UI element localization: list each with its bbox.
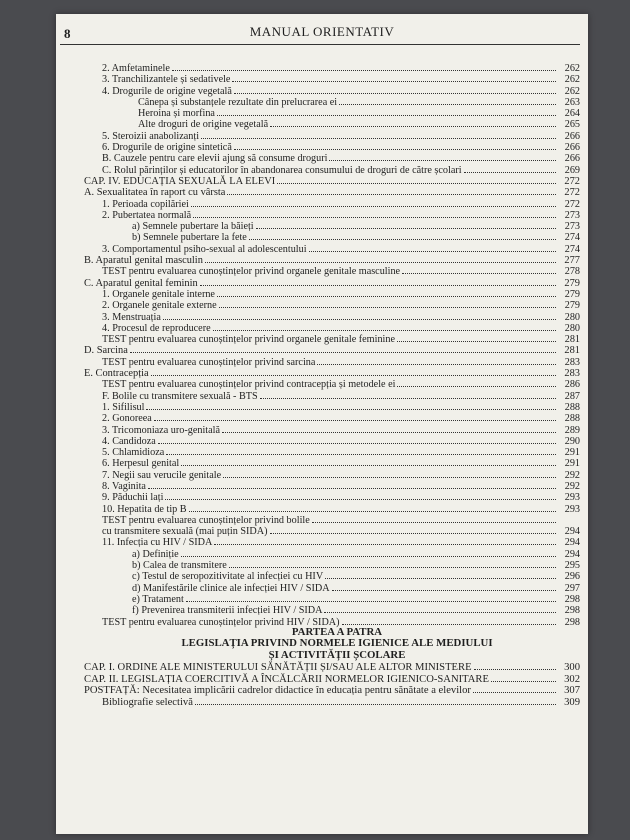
toc-entry <box>84 390 580 401</box>
toc-entry-page: 297 <box>564 582 580 594</box>
dot-leader <box>227 186 556 195</box>
toc-entry-title: POSTFAȚĂ: Necesitatea implicării cadrelor didactice în educația pentru sănătate a elevilor <box>84 685 471 697</box>
toc-entry <box>84 118 580 129</box>
toc-entry-title: 3. Tranchilizantele și sedativele <box>102 74 231 86</box>
toc-entry-title: b) Calea de transmitere <box>132 560 227 572</box>
toc-entry-page: 283 <box>564 356 580 368</box>
toc-entry-title: 2. Gonoreea <box>102 413 152 425</box>
toc-entry <box>84 96 580 107</box>
toc-entry-page: 266 <box>564 142 580 154</box>
toc-entry <box>84 570 580 581</box>
toc-entry <box>84 503 580 514</box>
toc-entry-page: 266 <box>564 130 580 142</box>
dot-leader <box>402 265 556 274</box>
toc-entry <box>84 469 580 480</box>
dot-leader <box>223 469 556 478</box>
dot-leader <box>191 198 556 207</box>
toc-entry-title: a) Definiție <box>132 548 179 560</box>
dot-leader <box>222 424 556 433</box>
toc-entry <box>84 457 580 468</box>
dot-leader <box>324 604 556 613</box>
toc-entry-title: F. Bolile cu transmitere sexuală - BTS <box>102 390 258 402</box>
toc-entry-page: 307 <box>564 685 580 697</box>
dot-leader <box>256 220 556 229</box>
dot-leader <box>151 367 556 376</box>
toc-entry-title: CAP. I. ORDINE ALE MINISTERULUI SĂNĂTĂȚII ȘI/SAU ALE ALTOR MINISTERE <box>84 662 472 674</box>
toc-entry-page: 286 <box>564 379 580 391</box>
toc-entry-page: 262 <box>564 85 580 97</box>
toc-entry-title: 7. Negii sau verucile genitale <box>102 469 222 481</box>
dot-leader <box>232 73 556 82</box>
toc-entry-page: 281 <box>564 334 580 346</box>
toc-entry-page: 309 <box>564 696 580 708</box>
toc-entry <box>84 277 580 288</box>
toc-entry-page: 279 <box>564 277 580 289</box>
toc-entry <box>84 85 580 96</box>
toc-entry-page: 262 <box>564 74 580 86</box>
toc-entry-title: f) Prevenirea transmiterii infecției HIV / SIDA <box>132 605 323 617</box>
toc-entry <box>84 152 580 163</box>
toc-entry-page: 272 <box>564 187 580 199</box>
toc-entry-title: A. Sexualitatea în raport cu vârsta <box>84 187 226 199</box>
dot-leader <box>186 593 556 602</box>
toc-entry <box>84 582 580 593</box>
toc-entry-page: 264 <box>564 108 580 120</box>
toc-entry-title: TEST pentru evaluarea cunoștințelor privind sarcina <box>102 356 316 368</box>
toc-entry <box>84 356 580 367</box>
toc-entry <box>84 424 580 435</box>
toc-entry-page: 269 <box>564 164 580 176</box>
dot-leader <box>229 559 556 568</box>
toc-entry <box>84 130 580 141</box>
toc-entry-title: TEST pentru evaluarea cunoștințelor privind organele genitale feminine <box>102 334 395 346</box>
toc-entry-page: 290 <box>564 435 580 447</box>
toc-entry-page: 278 <box>564 266 580 278</box>
part-subtitle-line-2: ȘI ACTIVITĂȚII ȘCOLARE <box>268 648 406 661</box>
toc-entry-page: 272 <box>564 175 580 187</box>
toc-entry <box>84 164 580 175</box>
header-rule <box>60 44 580 45</box>
toc-entry-title: 9. Păduchii lați <box>102 492 164 504</box>
toc-entry-page: 294 <box>564 537 580 549</box>
dot-leader <box>277 175 556 184</box>
dot-leader <box>491 673 556 682</box>
dot-leader <box>325 570 556 579</box>
toc-entry-title: C. Aparatul genital feminin <box>84 277 198 289</box>
toc-entry <box>84 333 580 344</box>
toc-entry <box>84 661 580 673</box>
part-heading <box>94 627 580 661</box>
dot-leader <box>219 299 556 308</box>
toc-entry-page: 298 <box>564 593 580 605</box>
toc-entry-page: 291 <box>564 447 580 459</box>
toc-entry <box>84 446 580 457</box>
toc-entry-title: 5. Steroizii anabolizanți <box>102 130 200 142</box>
toc-entry-title: D. Sarcina <box>84 345 128 357</box>
toc-entry-page: 302 <box>564 673 580 685</box>
dot-leader <box>181 457 556 466</box>
toc-entry-page: 289 <box>564 424 580 436</box>
toc-entry-page: 263 <box>564 96 580 108</box>
toc-entry-title: 1. Perioada copilăriei <box>102 198 189 210</box>
toc-entry <box>84 198 580 209</box>
toc-entry-title: B. Cauzele pentru care elevii ajung să consume droguri <box>102 153 328 165</box>
dot-leader <box>234 85 556 94</box>
toc-entry <box>84 559 580 570</box>
book-page <box>56 14 588 834</box>
dot-leader <box>154 412 556 421</box>
toc-entry <box>84 62 580 73</box>
toc-entry-title: E. Contracepția <box>84 368 149 380</box>
dot-leader <box>217 107 556 116</box>
toc-entry-page: 273 <box>564 221 580 233</box>
toc-entry <box>84 673 580 685</box>
toc-entry-page: 280 <box>564 311 580 323</box>
toc-entry-title: TEST pentru evaluarea cunoștințelor privind bolile <box>102 514 310 526</box>
toc-entry-title: B. Aparatul genital masculin <box>84 255 203 267</box>
toc-entry-title: 3. Tricomoniaza uro-genitală <box>102 424 220 436</box>
toc-entry-title: 4. Candidoza <box>102 435 156 447</box>
toc-entry-title: TEST pentru evaluarea cunoștințelor privind HIV / SIDA) <box>102 616 340 628</box>
toc-entry-page: 291 <box>564 458 580 470</box>
toc-entry <box>84 593 580 604</box>
page-number: 8 <box>64 26 71 41</box>
toc-entry-page: 295 <box>564 560 580 572</box>
toc-entry <box>84 491 580 502</box>
toc-entry-title: 2. Organele genitale externe <box>102 300 217 312</box>
toc-entry-title: b) Semnele pubertare la fete <box>132 232 247 244</box>
toc-entry-page: 288 <box>564 401 580 413</box>
dot-leader <box>397 378 556 387</box>
toc-entry <box>84 412 580 423</box>
dot-leader <box>181 548 556 557</box>
dot-leader <box>172 62 556 71</box>
toc-entry-title: TEST pentru evaluarea cunoștințelor privind contracepția și metodele ei <box>102 379 396 391</box>
toc-entry-title: 3. Comportamentul psiho-sexual al adolescentului <box>102 243 307 255</box>
toc-entry-page: 280 <box>564 322 580 334</box>
toc-entry-page: 265 <box>564 119 580 131</box>
toc-entry-title: TEST pentru evaluarea cunoștințelor privind organele genitale masculine <box>102 266 401 278</box>
toc-entry-title: CAP. II. LEGISLAȚIA COERCITIVĂ A ÎNCĂLCĂRII NORMELOR IGIENICO-SANITARE <box>84 673 489 685</box>
toc-entry <box>84 684 580 696</box>
toc-entry-page: 274 <box>564 232 580 244</box>
toc-entry-page: 279 <box>564 300 580 312</box>
toc-entry-page: 292 <box>564 469 580 481</box>
toc-entry-title: c) Testul de seropozitivitate al infecției cu HIV <box>132 571 324 583</box>
dot-leader <box>130 344 556 353</box>
toc-entry-page: 294 <box>564 548 580 560</box>
toc-entry <box>84 378 580 389</box>
dot-leader <box>339 96 556 105</box>
toc-entry <box>84 401 580 412</box>
toc-entry-page: 287 <box>564 390 580 402</box>
dot-leader <box>163 311 556 320</box>
toc-entry-page: 298 <box>564 605 580 617</box>
toc-entry-page: 262 <box>564 63 580 74</box>
toc-entry-title: 11. Infecția cu HIV / SIDA <box>102 537 213 549</box>
toc-entry-title: Heroina și morfina <box>138 108 215 120</box>
toc-entry <box>84 344 580 355</box>
toc-entry-page: 288 <box>564 413 580 425</box>
dot-leader <box>342 616 556 625</box>
dot-leader <box>146 401 556 410</box>
dot-leader <box>309 243 556 252</box>
running-title: MANUAL ORIENTATIV <box>249 24 395 39</box>
dot-leader <box>166 446 556 455</box>
toc-entry <box>84 480 580 491</box>
toc-entry <box>84 322 580 333</box>
toc-entry-page: 293 <box>564 503 580 515</box>
toc-entry-title: 5. Chlamidioza <box>102 447 165 459</box>
toc-entry-title: 2. Pubertatea normală <box>102 209 192 221</box>
toc-entry-title: d) Manifestările clinice ale infecției HIV / SIDA <box>132 582 330 594</box>
dot-leader <box>214 536 556 545</box>
final-entries-list <box>84 661 580 707</box>
dot-leader <box>234 141 556 150</box>
dot-leader <box>270 118 556 127</box>
toc-entry-page: 266 <box>564 153 580 165</box>
dot-leader <box>474 661 556 670</box>
toc-entry-title: CAP. IV. EDUCAȚIA SEXUALĂ LA ELEVI <box>84 175 276 187</box>
toc-entry-page: 300 <box>564 662 580 674</box>
dot-leader <box>217 288 556 297</box>
toc-entry <box>84 525 580 536</box>
toc-entry-page: 293 <box>564 492 580 504</box>
toc-entry-page: 279 <box>564 288 580 300</box>
toc-entry <box>84 288 580 299</box>
dot-leader <box>317 356 556 365</box>
dot-leader <box>165 491 556 500</box>
dot-leader <box>148 480 556 489</box>
toc-entry <box>84 186 580 197</box>
toc-entry-title: Bibliografie selectivă <box>102 696 193 708</box>
dot-leader <box>200 277 556 286</box>
toc-entry-title: 4. Drogurile de origine vegetală <box>102 85 232 97</box>
dot-leader <box>195 696 556 705</box>
toc-entry-page: 272 <box>564 198 580 210</box>
part-title: PARTEA A PATRA <box>291 625 383 638</box>
toc-list <box>84 62 580 627</box>
dot-leader <box>397 333 556 342</box>
dot-leader <box>270 525 557 534</box>
toc-entry-page: 274 <box>564 243 580 255</box>
dot-leader <box>205 254 556 263</box>
toc-entry-title: 6. Herpesul genital <box>102 458 180 470</box>
dot-leader <box>201 130 556 139</box>
toc-entry-page: 273 <box>564 209 580 221</box>
toc-entry <box>84 209 580 220</box>
toc-entry-title: 1. Sifilisul <box>102 401 145 413</box>
toc-entry <box>84 548 580 559</box>
toc-entry <box>84 514 580 525</box>
toc-entry <box>84 435 580 446</box>
dot-leader <box>464 164 556 173</box>
toc-entry-page: 283 <box>564 368 580 380</box>
toc-entry-title: C. Rolul părinților și educatorilor în abandonarea consumului de droguri de către școlari <box>102 164 462 176</box>
toc-entry <box>84 73 580 84</box>
toc-entry <box>84 175 580 186</box>
toc-entry-title: 3. Menstruația <box>102 311 161 323</box>
toc-entry-title: 1. Organele genitale interne <box>102 288 215 300</box>
dot-leader <box>473 684 556 693</box>
toc-entry-title: cu transmitere sexuală (mai puțin SIDA) <box>102 526 268 538</box>
toc-entry-page: 292 <box>564 480 580 492</box>
toc-entry-page: 281 <box>564 345 580 357</box>
dot-leader <box>332 582 556 591</box>
dot-leader <box>329 152 556 161</box>
dot-leader <box>249 231 556 240</box>
toc-entry <box>84 604 580 615</box>
dot-leader <box>193 209 556 218</box>
toc-entry <box>84 231 580 242</box>
toc-entry-title: e) Tratament <box>132 593 184 605</box>
dot-leader <box>158 435 556 444</box>
dot-leader <box>260 390 556 399</box>
toc-entry <box>84 243 580 254</box>
toc-entry-title: 6. Drogurile de origine sintetică <box>102 142 232 154</box>
dot-leader <box>189 503 556 512</box>
toc-entry-title: a) Semnele pubertare la băieți <box>132 221 254 233</box>
toc-entry-title: 2. Amfetaminele <box>102 63 170 74</box>
toc-entry <box>84 141 580 152</box>
toc-entry-title: 8. Vaginita <box>102 480 146 492</box>
toc-entry-page: 298 <box>564 616 580 628</box>
dot-leader <box>213 322 556 331</box>
toc-entry <box>84 107 580 118</box>
toc-entry <box>84 311 580 322</box>
part-subtitle-line-1: LEGISLAȚIA PRIVIND NORMELE IGIENICE ALE MEDIULUI <box>181 637 493 650</box>
toc-entry-title: 4. Procesul de reproducere <box>102 322 211 334</box>
toc-entry-page: 296 <box>564 571 580 583</box>
toc-entry <box>84 367 580 378</box>
toc-entry <box>84 696 580 708</box>
toc-entry-title: Cânepa și substanțele rezultate din prelucrarea ei <box>138 96 338 108</box>
toc-entry-page: 294 <box>564 526 580 538</box>
toc-entry-title: 10. Hepatita de tip B <box>102 503 187 515</box>
toc-entry <box>84 299 580 310</box>
toc-entry-title: Alte droguri de origine vegetală <box>138 119 269 131</box>
toc-entry-page: 277 <box>564 255 580 267</box>
toc-entry <box>84 220 580 231</box>
toc-entry <box>84 254 580 265</box>
toc-entry <box>84 536 580 547</box>
toc-entry <box>84 265 580 276</box>
table-of-contents <box>84 62 580 707</box>
dot-leader <box>312 514 556 523</box>
